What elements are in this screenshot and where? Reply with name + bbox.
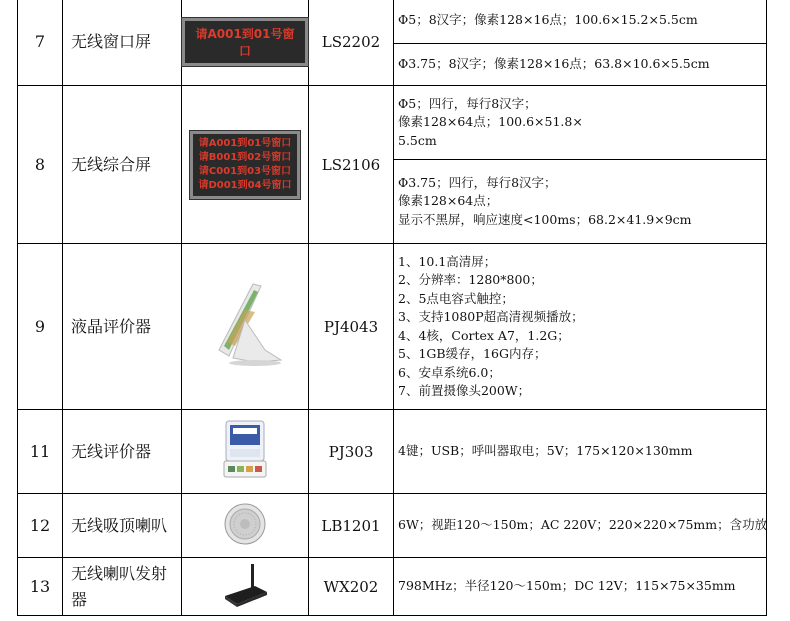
- table-row: [18, 0, 767, 44]
- product-name: 液晶评价器: [63, 244, 182, 410]
- ceiling-speaker-icon: [223, 502, 267, 546]
- spec-line: 6W；视距120～150m；AC 220V；220×220×75mm；含功放: [398, 517, 768, 533]
- wireless-evaluator-device-icon: [220, 419, 270, 481]
- spec-line: 2、分辨率：1280*800；: [398, 272, 543, 287]
- spec-line: Φ3.75；8汉字；像素128×16点；63.8×10.6×5.5cm: [398, 56, 710, 72]
- led-text-line: 请C001到03号窗口: [198, 165, 292, 177]
- spec-line: 6、安卓系统6.0；: [398, 364, 501, 380]
- product-image: [182, 494, 309, 558]
- product-image: [182, 0, 309, 86]
- window-led-display-icon: [182, 18, 308, 66]
- row-number: 12: [18, 494, 63, 558]
- spec-cell: [394, 86, 767, 160]
- spec-cell: [394, 244, 767, 410]
- product-model: PJ4043: [309, 244, 394, 410]
- spec-cell: [394, 160, 767, 244]
- spec-line: 798MHz；半径120～150m；DC 12V；115×75×35mm: [398, 578, 736, 594]
- product-name: 无线喇叭发射器: [63, 558, 182, 616]
- spec-cell: [394, 44, 767, 86]
- spec-line: 像素128×64点；100.6×51.8×: [398, 114, 583, 130]
- table-row: [18, 244, 767, 410]
- product-model: LS2106: [309, 86, 394, 244]
- product-spec-table: [17, 0, 767, 616]
- spec-line: 4、4核，Cortex A7，1.2G；: [398, 327, 570, 343]
- product-name: 无线吸顶喇叭: [63, 494, 182, 558]
- spec-line: Φ3.75；四行，每行8汉字；: [398, 174, 557, 190]
- row-number: 11: [18, 410, 63, 494]
- wireless-transmitter-icon: [221, 562, 269, 608]
- multi-line-led-display-icon: [190, 131, 299, 199]
- table-row: [18, 494, 767, 558]
- row-number: 8: [18, 86, 63, 244]
- spec-line: 3、支持1080P超高清视频播放；: [398, 309, 584, 324]
- product-model: LS2202: [309, 0, 394, 86]
- product-image: [182, 558, 309, 616]
- spec-line: Φ5；8汉字；像素128×16点；100.6×15.2×5.5cm: [398, 12, 698, 28]
- spec-line: 1、10.1高清屏；: [398, 253, 497, 269]
- product-model: LB1201: [309, 494, 394, 558]
- led-text-line: 请B001到02号窗口: [198, 151, 292, 163]
- spec-cell: [394, 0, 767, 44]
- spec-line: 2、5点电容式触控；: [398, 290, 514, 306]
- product-image: [182, 86, 309, 244]
- spec-line: 5、1GB缓存，16G内存；: [398, 346, 547, 361]
- row-number: 7: [18, 0, 63, 86]
- spec-cell: [394, 410, 767, 494]
- lcd-evaluator-tablet-icon: [205, 280, 285, 370]
- spec-line: 像素128×64点；: [398, 193, 499, 209]
- product-image: [182, 410, 309, 494]
- spec-cell: [394, 494, 767, 558]
- spec-line: Φ5；四行，每行8汉字；: [398, 95, 537, 111]
- product-model: WX202: [309, 558, 394, 616]
- spec-line: 7、前置摄像头200W；: [398, 383, 531, 398]
- spec-line: 4键；USB；呼叫器取电；5V；175×120×130mm: [398, 443, 693, 459]
- table-row: [18, 558, 767, 616]
- product-name: 无线评价器: [63, 410, 182, 494]
- table-row: [18, 410, 767, 494]
- row-number: 9: [18, 244, 63, 410]
- product-name: 无线窗口屏: [63, 0, 182, 86]
- led-text-line: 请A001到01号窗口: [198, 137, 292, 149]
- led-text-line: 请A001到01号窗口: [195, 26, 295, 58]
- product-name: 无线综合屏: [63, 86, 182, 244]
- row-number: 13: [18, 558, 63, 616]
- spec-cell: [394, 558, 767, 616]
- spec-line: 显示不黑屏，响应速度<100ms；68.2×41.9×9cm: [398, 211, 692, 227]
- product-image: [182, 244, 309, 410]
- spec-line: 5.5cm: [398, 132, 437, 148]
- table-row: [18, 86, 767, 160]
- led-text-line: 请D001到04号窗口: [198, 179, 292, 191]
- product-model: PJ303: [309, 410, 394, 494]
